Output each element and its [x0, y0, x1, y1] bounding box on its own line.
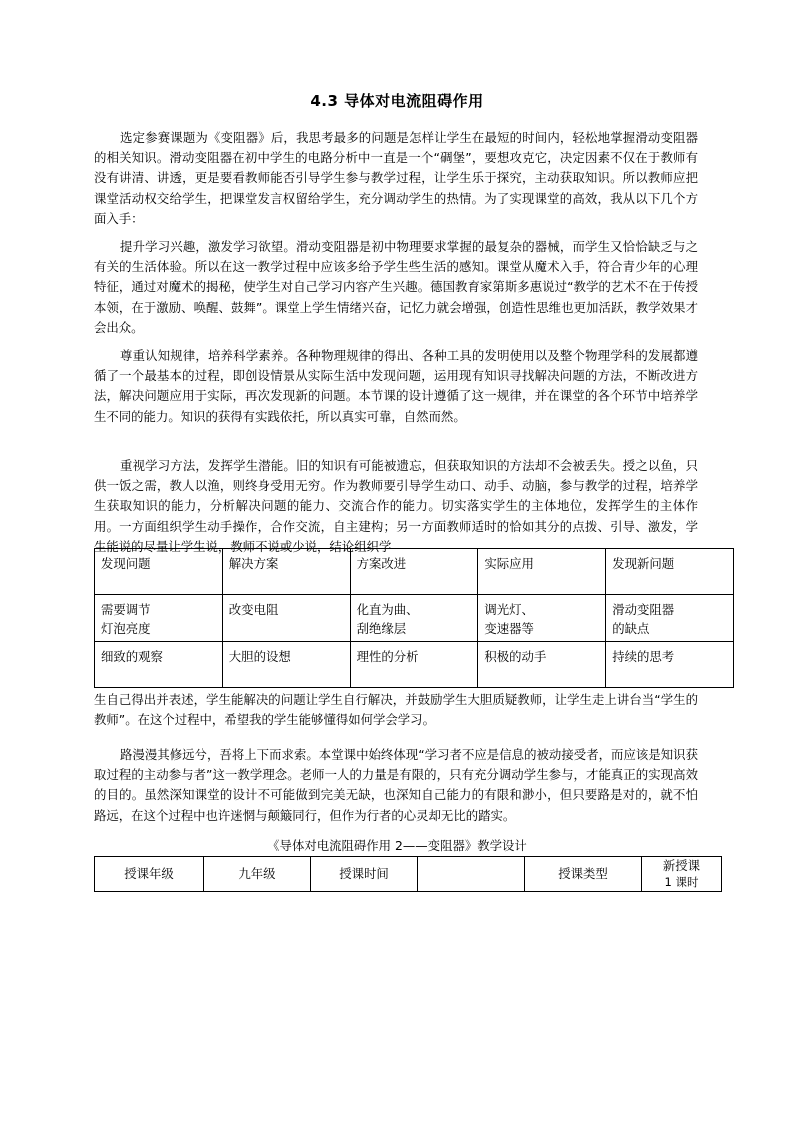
cell-line: 灯泡亮度 [101, 621, 151, 636]
table-cell: 方案改进 [350, 549, 478, 595]
cell-line: 刮绝缘层 [356, 621, 407, 636]
paragraph-cognition: 尊重认知规律，培养科学素养。各种物理规律的得出、各种工具的发明使用以及整个物理学科的发展都遵循了一个最基本的过程，即创设情景从实际生活中发现问题，运用现有知识寻找解决问题的方法，不断改进方法，解决问题应用于实际，再次发现新的问题。本节课的设计遵循了这一规律，并在课堂的各个环节中培养学生不同的能力。知识的获得有实践依托，所以真实可靠，自然而然。 [94, 348, 698, 424]
table-cell: 积极的动手 [478, 642, 606, 688]
table-cell: 实际应用 [478, 549, 606, 595]
table-cell: 理性的分析 [350, 642, 478, 688]
table-cell [606, 595, 734, 642]
process-table [94, 548, 734, 688]
paragraph-intro: 选定参赛课题为《变阻器》后，我思考最多的问题是怎样让学生在最短的时间内，轻松地掌握滑动变阻器的相关知识。滑动变阻器在初中学生的电路分析中一直是一个“碉堡”，要想攻克它，决定因素不仅在于教师有没有讲清、讲透，更是要看教师能否引导学生参与教学过程，让学生乐于探究，主动获取知识。所以教师应把课堂活动权交给学生，把课堂发言权留给学生，充分调动学生的热情。为了实现课堂的高效，我从以下几个方面入手： [94, 130, 698, 226]
table-cell: 持续的思考 [606, 642, 734, 688]
table-cell [478, 595, 606, 642]
table-cell: 发现问题 [95, 549, 223, 595]
paragraph-conclusion: 路漫漫其修远兮，吾将上下而求索。本堂课中始终体现“学习者不应是信息的被动接受者，而应该是知识获取过程的主动参与者”这一教学理念。老师一人的力量是有限的，只有充分调动学生参与，才能真正的实现高效的目的。虽然深知课堂的设计不可能做到完美无缺，也深知自己能力的有限和渺小，但只要路是对的，就不怕路远，在这个过程中也许迷惘与颠簸同行，但作为行者的心灵却无比的踏实。 [94, 747, 698, 823]
table-cell: 解决方案 [222, 549, 350, 595]
table-cell: 发现新问题 [606, 549, 734, 595]
table-cell [95, 595, 223, 642]
cell-line: 的缺点 [612, 621, 650, 636]
grade-label: 授课年级 [95, 857, 204, 892]
cell-line: 化直为曲、 [356, 602, 419, 617]
table-cell: 大胆的设想 [222, 642, 350, 688]
paragraph-method-continued: 生自己得出并表述，学生能解决的问题让学生自行解决，并鼓励学生大胆质疑教师，让学生走上讲台当“学生的教师”。在这个过程中，希望我的学生能够懂得如何学会学习。 [94, 692, 698, 728]
lesson-info-table [94, 856, 722, 892]
table-cell [222, 595, 350, 642]
time-value [418, 857, 525, 892]
type-value-line: 1 课时 [664, 875, 699, 889]
page-title: 4.3 导体对电流阻碍作用 [310, 92, 484, 110]
cell-line: 变速器等 [484, 621, 534, 636]
grade-value: 九年级 [204, 857, 311, 892]
type-label: 授课类型 [525, 857, 642, 892]
cell-line: 改变电阻 [228, 602, 279, 617]
cell-line: 滑动变阻器 [612, 602, 675, 617]
table-row [95, 549, 734, 595]
table-cell: 细致的观察 [95, 642, 223, 688]
time-label: 授课时间 [311, 857, 418, 892]
paragraph-interest: 提升学习兴趣，激发学习欲望。滑动变阻器是初中物理要求掌握的最复杂的器械，而学生又恰恰缺乏与之有关的生活体验。所以在这一教学过程中应该多给予学生些生活的感知。课堂从魔术入手，符合青少年的心理特征，通过对魔术的揭秘，使学生对自己学习内容产生兴趣。德国教育家第斯多惠说过“教学的艺术不在于传授本领，在于激励、唤醒、鼓舞”。课堂上学生情绪兴奋，记忆力就会增强，创造性思维也更加活跃，教学效果才会出众。 [94, 239, 698, 335]
table-cell [350, 595, 478, 642]
table-row [95, 857, 722, 892]
design-caption: 《导体对电流阻碍作用 2——变阻器》教学设计 [267, 838, 527, 853]
cell-line: 调光灯、 [484, 602, 534, 617]
type-value-line: 新授课 [662, 858, 701, 873]
cell-line: 需要调节 [101, 602, 151, 617]
type-value [642, 857, 722, 892]
paragraph-method: 重视学习方法，发挥学生潜能。旧的知识有可能被遗忘，但获取知识的方法却不会被丢失。授之以鱼，只供一饭之需，教人以渔，则终身受用无穷。作为教师要引导学生动口、动手、动脑，参与教学的过程，培养学生获取知识的能力，分析解决问题的能力、交流合作的能力。切实落实学生的主体地位，发挥学生的主体作用。一方面组织学生动手操作，合作交流，自主建构；另一方面教师适时的恰如其分的点拨、引导、激发，学生能说的尽量让学生说，教师不说或少说，结论组织学 [94, 458, 698, 554]
table-row [95, 642, 734, 688]
table-row [95, 595, 734, 642]
